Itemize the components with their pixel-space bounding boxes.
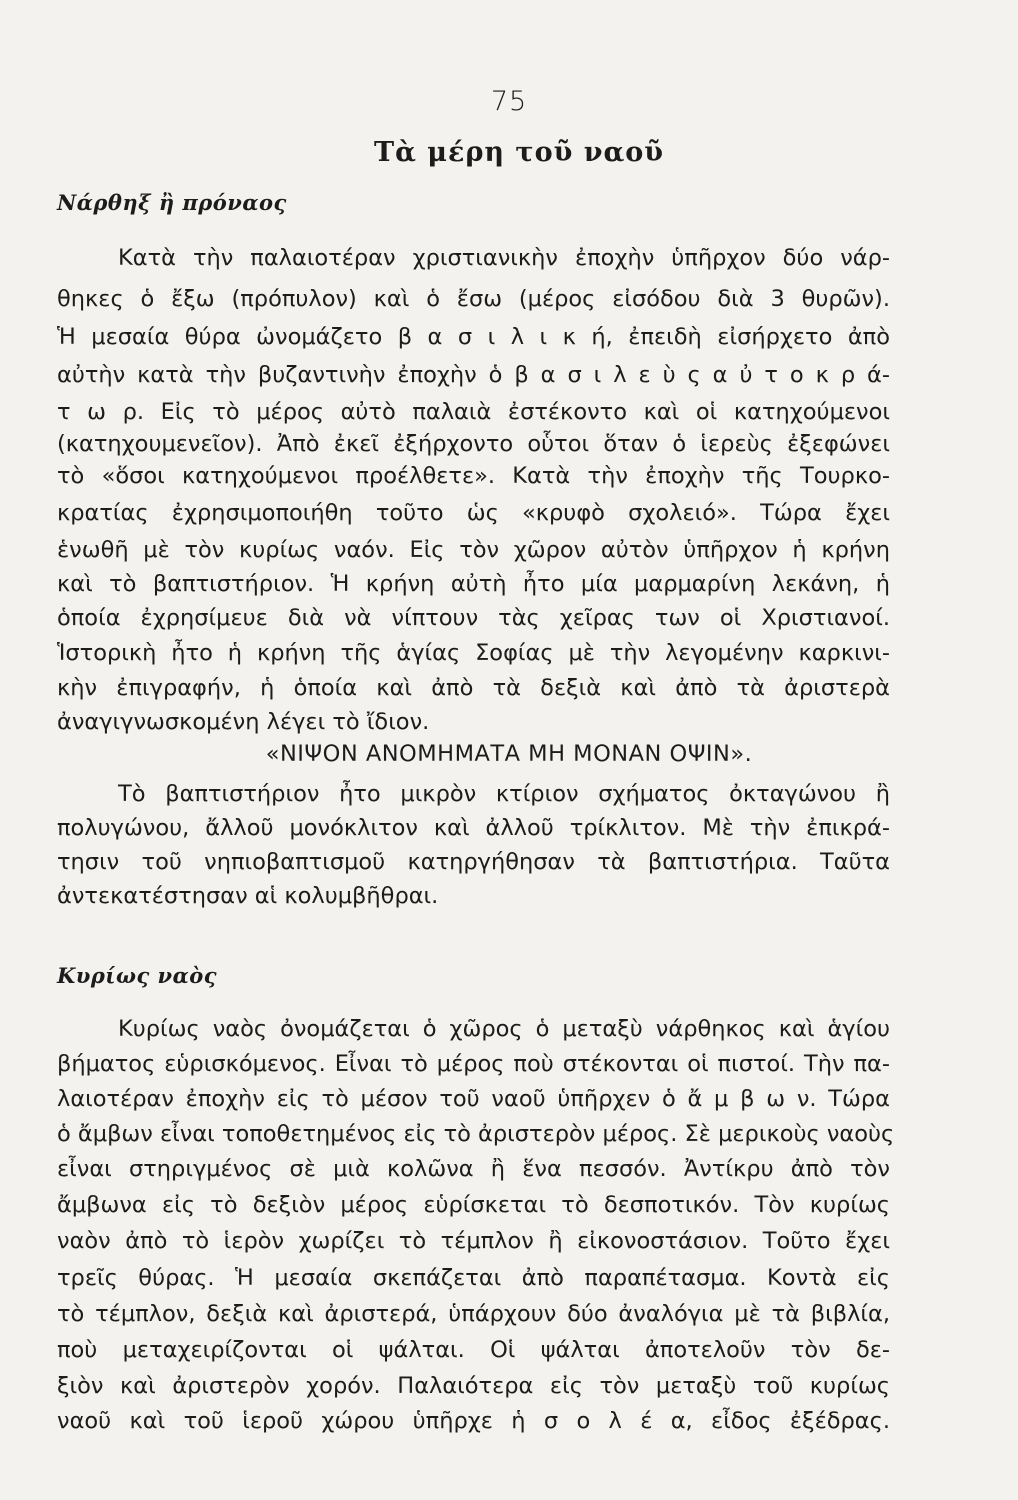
text-line: ἄμβωνα εἰς τὸ δεξιὸν μέρος εὑρίσκεται τὸ δεσποτικόν. Τὸν κυρίως [57, 1192, 890, 1218]
text-line: κὴν ἐπιγραφήν, ἡ ὁποία καὶ ἀπὸ τὰ δεξιὰ καὶ ἀπὸ τὰ ἀριστερὰ [57, 675, 890, 701]
text-line: αὐτὴν κατὰ τὴν βυζαντινὴν ἐποχὴν ὁ β α σ ι λ ε ὺ ς α ὐ τ ο κ ρ ά- [57, 362, 890, 388]
text-line: τρεῖς θύρας. Ἡ μεσαία σκεπάζεται ἀπὸ παραπέτασμα. Κοντὰ εἰς [57, 1265, 890, 1291]
text-line: κρατίας ἐχρησιμοποιήθη τοῦτο ὡς «κρυφὸ σχολειό». Τώρα ἔχει [57, 500, 890, 526]
text-line: ναὸν ἀπὸ τὸ ἱερὸν χωρίζει τὸ τέμπλον ἢ εἰκονοστάσιον. Τοῦτο ἔχει [57, 1228, 890, 1254]
text-line: ἀντεκατέστησαν αἱ κολυμβῆθραι. [57, 883, 439, 909]
text-line: Κυρίως ναὸς ὀνομάζεται ὁ χῶρος ὁ μεταξὺ νάρθηκος καὶ ἁγίου [118, 1016, 890, 1042]
text-line: ποὺ μεταχειρίζονται οἱ ψάλται. Οἱ ψάλται ἀποτελοῦν τὸν δε- [57, 1337, 890, 1363]
text-line: εἶναι στηριγμένος σὲ μιὰ κολῶνα ἢ ἕνα πεσσόν. Ἀντίκρυ ἀπὸ τὸν [57, 1156, 890, 1182]
page-number: 75 [490, 86, 528, 117]
section-heading-nave: Κυρίως ναὸς [57, 963, 218, 988]
text-line: θηκες ὁ ἔξω (πρόπυλον) καὶ ὁ ἔσω (μέρος εἰσόδου διὰ 3 θυρῶν). [57, 286, 890, 312]
text-line: λαιοτέραν ἐποχὴν εἰς τὸ μέσον τοῦ ναοῦ ὑπῆρχεν ὁ ἄ μ β ω ν. Τώρα [57, 1086, 890, 1112]
text-line: Ἱστορικὴ ἦτο ἡ κρήνη τῆς ἁγίας Σοφίας μὲ τὴν λεγομένην καρκινι- [57, 640, 890, 666]
text-line: Τὸ βαπτιστήριον ἦτο μικρὸν κτίριον σχήματος ὀκταγώνου ἢ [118, 781, 890, 807]
text-line: πολυγώνου, ἄλλοῦ μονόκλιτον καὶ ἀλλοῦ τρίκλιτον. Μὲ τὴν ἐπικρά- [57, 815, 890, 841]
chapter-title: Τὰ μέρη τοῦ ναοῦ [374, 137, 664, 168]
text-line: τὸ «ὅσοι κατηχούμενοι προέλθετε». Κατὰ τὴν ἐποχὴν τῆς Τουρκο- [57, 463, 890, 489]
text-line: ἑνωθῆ μὲ τὸν κυρίως ναόν. Εἰς τὸν χῶρον αὐτὸν ὑπῆρχον ἡ κρήνη [57, 537, 890, 563]
section-heading-narthex: Νάρθηξ ἢ πρόναος [57, 190, 287, 215]
text-line: ὁ ἄμβων εἶναι τοποθετημένος εἰς τὸ ἀριστερὸν μέρος. Σὲ μερικοὺς ναοὺς [57, 1121, 895, 1147]
text-line: τ ω ρ. Εἰς τὸ μέρος αὐτὸ παλαιὰ ἐστέκοντο καὶ οἱ κατηχούμενοι [57, 399, 890, 425]
text-line: Κατὰ τὴν παλαιοτέραν χριστιανικὴν ἐποχὴν ὑπῆρχον δύο νάρ- [118, 245, 890, 271]
text-line: τὸ τέμπλον, δεξιὰ καὶ ἀριστερά, ὑπάρχουν δύο ἀναλόγια μὲ τὰ βιβλία, [57, 1301, 890, 1327]
text-line: (κατηχουμενεῖον). Ἀπὸ ἐκεῖ ἐξήρχοντο οὗτοι ὅταν ὁ ἱερεὺς ἐξεφώνει [57, 431, 890, 457]
text-line: Ἡ μεσαία θύρα ὠνομάζετο β α σ ι λ ι κ ή, ἐπειδὴ εἰσήρχετο ἀπὸ [57, 324, 890, 350]
text-line: ὁποία ἐχρησίμευε διὰ νὰ νίπτουν τὰς χεῖρας των οἱ Χριστιανοί. [57, 605, 890, 631]
inscription: «ΝΙΨΟΝ ΑΝΟΜΗΜΑΤΑ ΜΗ ΜΟΝΑΝ ΟΨΙΝ». [265, 741, 753, 767]
text-line: ἀναγιγνωσκομένη λέγει τὸ ἴδιον. [57, 709, 430, 735]
text-line: ναοῦ καὶ τοῦ ἱεροῦ χώρου ὑπῆρχε ἡ σ ο λ έ α, εἶδος ἐξέδρας. [57, 1408, 890, 1434]
text-line: τησιν τοῦ νηπιοβαπτισμοῦ κατηργήθησαν τὰ βαπτιστήρια. Ταῦτα [57, 849, 890, 875]
text-line: βήματος εὑρισκόμενος. Εἶναι τὸ μέρος ποὺ στέκονται οἱ πιστοί. Τὴν πα- [57, 1051, 890, 1077]
text-line: καὶ τὸ βαπτιστήριον. Ἡ κρήνη αὐτὴ ἦτο μία μαρμαρίνη λεκάνη, ἡ [57, 571, 890, 597]
text-line: ξιὸν καὶ ἀριστερὸν χορόν. Παλαιότερα εἰς τὸν μεταξὺ τοῦ κυρίως [57, 1373, 890, 1399]
